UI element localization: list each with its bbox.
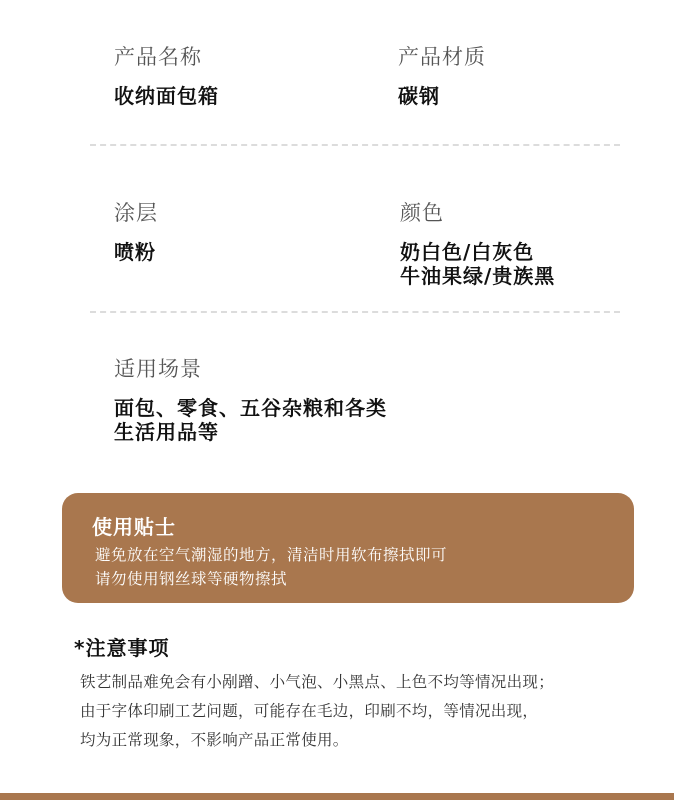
spec-label: 产品名称 xyxy=(114,45,202,69)
tips-line: 避免放在空气潮湿的地方，清洁时用软布擦拭即可 xyxy=(95,546,448,564)
spec-value xyxy=(114,84,219,108)
notice-content xyxy=(80,668,554,755)
notice-line: 由于字体印刷工艺问题，可能存在毛边，印刷不均，等情况出现， xyxy=(80,702,539,720)
spec-value-line: 碳钢 xyxy=(398,84,440,108)
tips-title: 使用贴士 xyxy=(92,515,176,539)
spec-value xyxy=(398,84,486,108)
spec-value xyxy=(400,240,555,288)
spec-value-line: 奶白色/白灰色 xyxy=(400,240,535,264)
spec-value-line: 面包、零食、五谷杂粮和各类 xyxy=(114,396,387,420)
notice-line: 均为正常现象，不影响产品正常使用。 xyxy=(80,731,349,749)
notice-line: 铁艺制品难免会有小剐蹭、小气泡、小黑点、上色不均等情况出现； xyxy=(80,673,555,691)
spec-value-line: 生活用品等 xyxy=(114,420,219,444)
bottom-accent-bar xyxy=(0,793,674,800)
tips-line: 请勿使用钢丝球等硬物擦拭 xyxy=(95,570,288,588)
spec-usage xyxy=(114,356,387,444)
usage-tips-box xyxy=(62,493,634,603)
spec-label: 适用场景 xyxy=(114,357,202,381)
dashed-divider xyxy=(90,144,620,146)
notice-title: *注意事项 xyxy=(74,636,170,660)
spec-value xyxy=(114,240,158,264)
spec-coating xyxy=(114,200,158,264)
spec-color xyxy=(400,200,555,288)
spec-value-line: 收纳面包箱 xyxy=(114,84,219,108)
spec-value-line: 牛油果绿/贵族黑 xyxy=(400,264,556,288)
spec-label: 涂层 xyxy=(114,201,158,225)
spec-material xyxy=(398,44,486,108)
dashed-divider xyxy=(90,311,620,313)
tips-content xyxy=(95,543,447,591)
spec-label: 颜色 xyxy=(400,201,444,225)
spec-label: 产品材质 xyxy=(398,45,486,69)
spec-value-line: 喷粉 xyxy=(114,240,156,264)
spec-product-name xyxy=(114,44,219,108)
spec-value xyxy=(114,396,387,444)
